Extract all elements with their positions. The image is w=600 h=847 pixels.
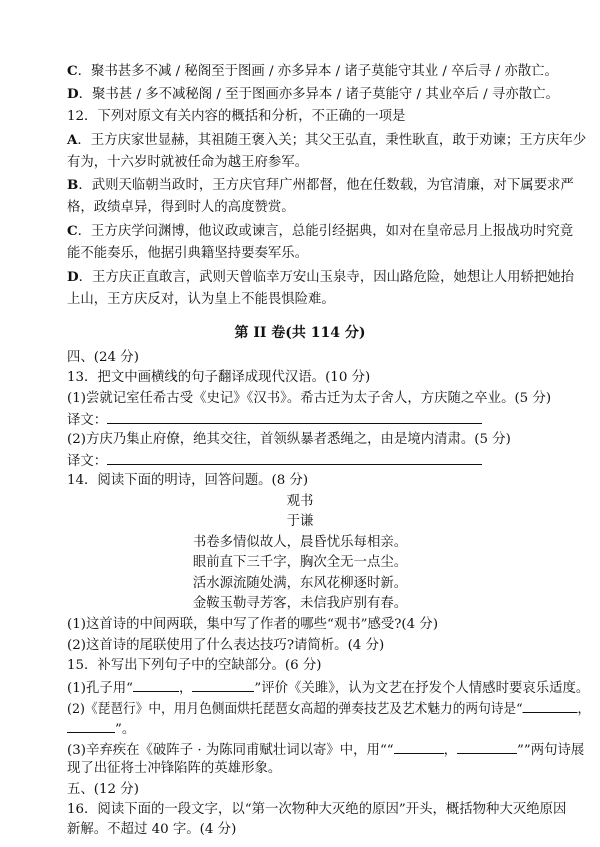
part2-title: 第 II 卷(共 114 分)	[234, 325, 366, 342]
q16-stem: 16．阅读下面的一段文字，以“第一次物种大灭绝的原因”开头，概括物种大灭绝原因	[67, 802, 567, 817]
q15-sub-3-cont: 现了出征将士冲锋陷阵的英雄形象。	[67, 761, 282, 776]
section-5-heading: 五、(12 分)	[67, 782, 139, 797]
q13-answer-line-1: 译文：	[67, 410, 482, 430]
q15-sub-2-cont: ”。	[67, 719, 135, 739]
q16-stem-cont: 新解。不超过 40 字。(4 分)	[67, 822, 237, 837]
fill-blank[interactable]	[67, 719, 115, 733]
q13-answer-line-2: 译文：	[67, 451, 482, 471]
poem-author: 于谦	[286, 514, 314, 529]
fill-blank[interactable]	[133, 678, 179, 692]
poem-line: 活水源流随处满，东风花柳逐时新。	[192, 576, 408, 591]
q15-sub-1: (1)孔子用“ ， ”评价《关雎》，认为文艺在抒发个人情感时要哀乐适度。	[67, 678, 589, 698]
option-12b-cont: 格，政绩卓异，得到时人的高度赞赏。	[67, 200, 295, 216]
option-12c-cont: 能不能奏乐，他据引典籍坚持要奏军乐。	[67, 246, 309, 262]
fill-blank[interactable]	[523, 699, 578, 713]
q13-sentence-1: (1)尝就记室任希古受《史记》《汉书》。希古迁为太子舍人，方庆随之卒业。(5 分)	[67, 391, 552, 406]
fill-blank[interactable]	[394, 740, 444, 754]
section-4-heading: 四、(24 分)	[67, 350, 139, 365]
fill-blank[interactable]	[457, 740, 517, 754]
fill-blank[interactable]	[192, 678, 254, 692]
q13-stem: 13．把文中画横线的句子翻译成现代汉语。(10 分)	[67, 370, 371, 385]
option-11c: C．聚书甚多不减 / 秘阁至于图画 / 亦多异本 / 诸子莫能守其业 / 卒后寻 / 亦散亡。	[67, 63, 558, 79]
option-12b: B．武则天临朝当政时，王方庆官拜广州都督，他在任数载，为官清廉，对下属要求严	[67, 177, 574, 194]
option-11d: D．聚书甚 / 多不减秘阁 / 至于图画亦多异本 / 诸子莫能守 / 其业卒后 / 寻亦散亡。	[67, 85, 559, 102]
q14-sub-2: (2)这首诗的尾联使用了什么表达技巧?请简析。(4 分)	[67, 638, 385, 653]
poem-line: 金鞍玉勒寻芳客，未信我庐别有春。	[192, 596, 408, 611]
option-12c: C．王方庆学问渊博，他议政或谏言，总能引经据典，如对在皇帝忌月上报战功时究竟	[67, 223, 574, 240]
q15-sub-2: (2)《琵琶行》中，用月色侧面烘托琵琶女高超的弹奏技艺及艺术魅力的两句诗是“ ，	[67, 699, 590, 719]
option-12d-cont: 上山，王方庆反对，认为皇上不能畏惧险难。	[67, 291, 335, 307]
poem-line: 眼前直下三千字，胸次全无一点尘。	[192, 555, 408, 570]
option-12a: A．王方庆家世显赫，其祖随王褒入关；其父王弘直，秉性耿直，敢于劝谏；王方庆年少	[67, 131, 587, 148]
q14-sub-1: (1)这首诗的中间两联，集中写了作者的哪些“观书”感受?(4 分)	[67, 617, 439, 632]
translation-answer-blank-2[interactable]	[107, 451, 482, 465]
option-12a-cont: 有为，十六岁时就被任命为越王府参军。	[67, 154, 309, 170]
poem-line: 书卷多情似故人，晨昏忧乐每相亲。	[192, 535, 408, 550]
q13-sentence-2: (2)方庆乃集止府僚，绝其交往，首领纵暴者悉绳之，由是境内清肃。(5 分)	[67, 432, 511, 447]
q12-stem: 12．下列对原文有关内容的概括和分析，不正确的一项是	[67, 108, 406, 124]
poem-title: 观书	[286, 494, 314, 509]
translation-answer-blank-1[interactable]	[107, 410, 482, 424]
option-12d: D．王方庆正直敢言，武则天曾临幸万安山玉泉寺，因山路危险，她想让人用轿把她抬	[67, 269, 575, 285]
q15-stem: 15．补写出下列句子中的空缺部分。(6 分)	[67, 658, 322, 673]
q15-sub-3: (3)辛弃疾在《破阵子 · 为陈同甫赋壮词以寄》中，用““ ， ””两句诗展	[67, 740, 584, 760]
q14-stem: 14．阅读下面的明诗，回答问题。(8 分)	[67, 473, 309, 488]
